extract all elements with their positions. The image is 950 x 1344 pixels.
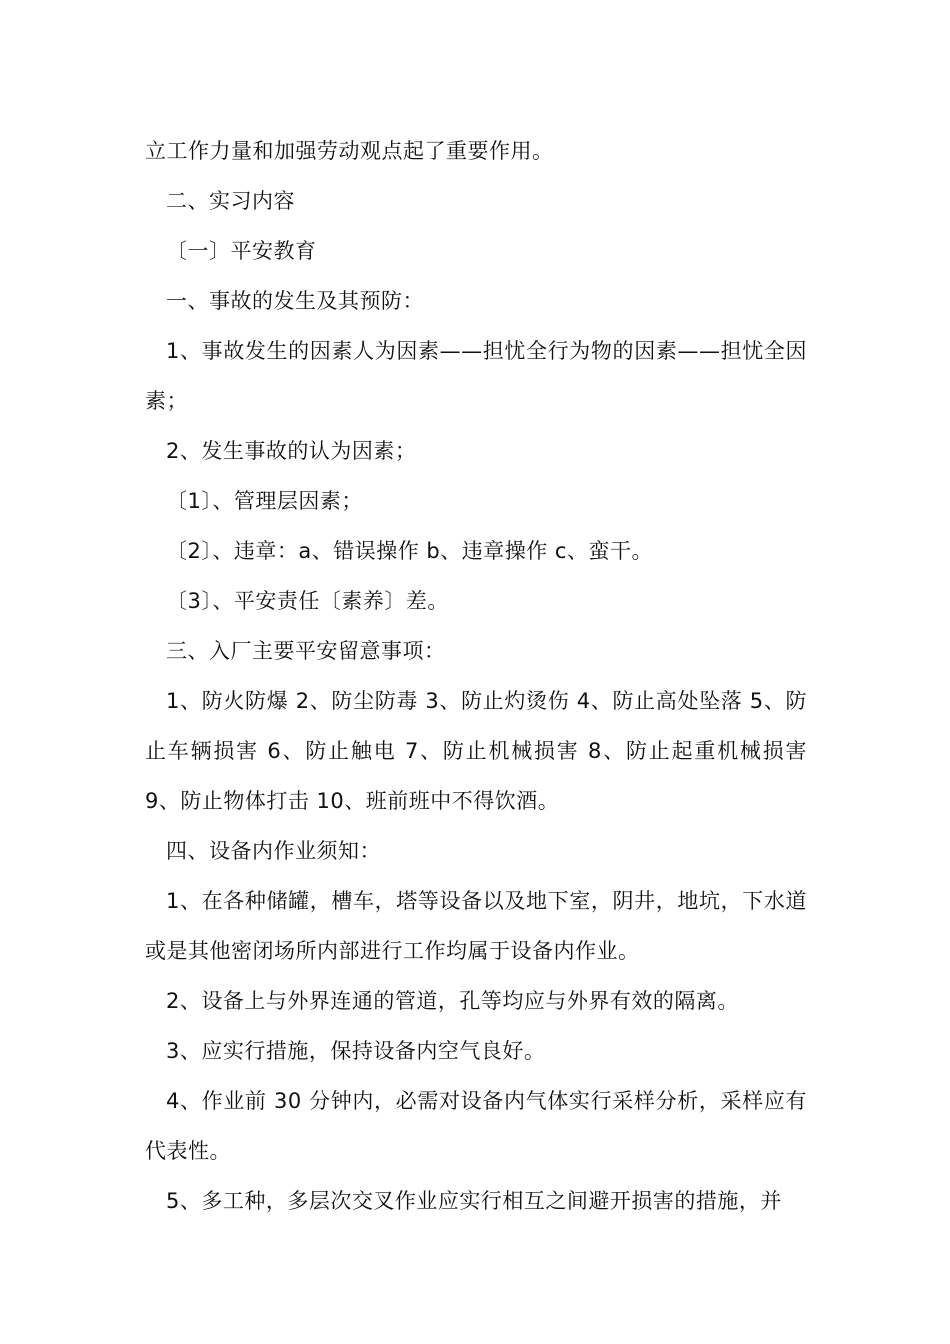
list-item-accident-factors: 1、事故发生的因素人为因素——担忧全行为物的因素——担忧全因素； [145,339,807,413]
list-item-management-factors: 〔1〕、管理层因素； [166,489,363,513]
list-item-human-factors: 2、发生事故的认为因素； [166,439,417,463]
list-item-violations: 〔2〕、违章：a、错误操作 b、违章操作 c、蛮干。 [166,539,653,563]
heading-factory-safety-notes: 三、入厂主要平安留意事项： [166,639,446,663]
list-item-cross-operation: 5、多工种，多层次交叉作业应实行相互之间避开损害的措施，并 [166,1189,782,1213]
subsection-heading-safety-education: 〔一〕平安教育 [166,239,317,263]
heading-accident-prevention: 一、事故的发生及其预防： [166,289,424,313]
list-item-gas-sampling: 4、作业前 30 分钟内，必需对设备内气体实行采样分析，采样应有代表性。 [145,1089,807,1163]
list-item-safety-responsibility: 〔3〕、平安责任〔素养〕差。 [166,589,449,613]
heading-equipment-work-notice: 四、设备内作业须知： [166,839,381,863]
list-item-air-quality: 3、应实行措施，保持设备内空气良好。 [166,1039,546,1063]
list-item-safety-rules: 1、防火防爆 2、防尘防毒 3、防止灼烫伤 4、防止高处坠落 5、防止车辆损害 6、防止触电 7、防止机械损害 8、防止起重机械损害 9、防止物体打击 10、班前班中不得饮酒。 [145,689,807,813]
document-body [145,126,807,1226]
section-heading-internship-content: 二、实习内容 [166,189,295,213]
list-item-equipment-definition: 1、在各种储罐，槽车，塔等设备以及地下室，阴井，地坑，下水道或是其他密闭场所内部进行工作均属于设备内作业。 [145,889,807,963]
paragraph-continuation: 立工作力量和加强劳动观点起了重要作用。 [145,139,554,163]
list-item-pipe-isolation: 2、设备上与外界连通的管道，孔等均应与外界有效的隔离。 [166,989,739,1013]
